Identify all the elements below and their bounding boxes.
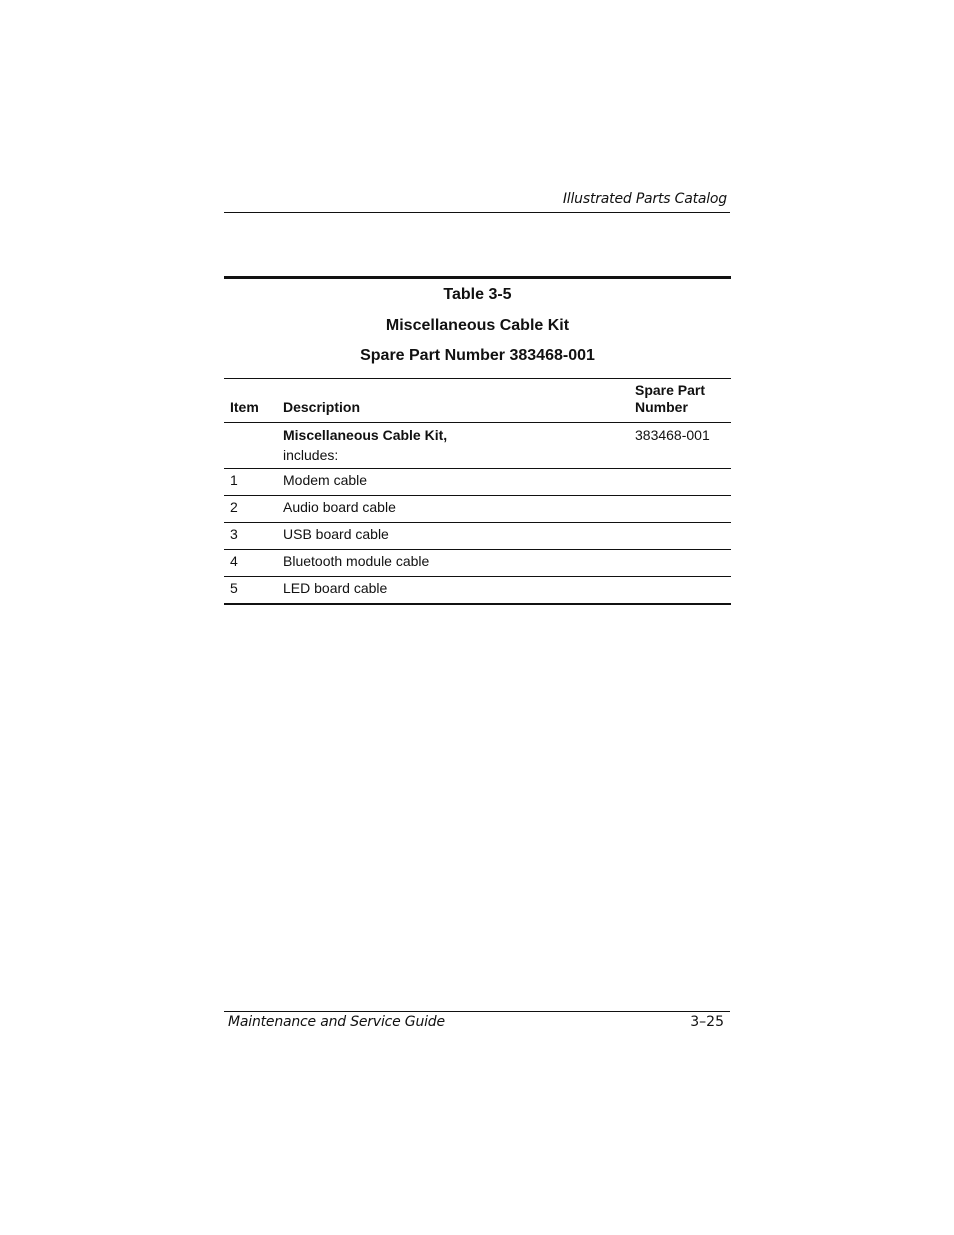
row-description: USB board cable bbox=[283, 526, 389, 542]
row-description: LED board cable bbox=[283, 580, 388, 596]
parts-table bbox=[224, 378, 731, 605]
table-title: Miscellaneous Cable Kit bbox=[385, 317, 570, 334]
kit-description-includes: includes: bbox=[283, 447, 339, 463]
footer-page-number: 3–25 bbox=[690, 1014, 724, 1030]
kit-description-name: Miscellaneous Cable Kit, bbox=[283, 427, 448, 443]
column-header-spare-part-line2: Number bbox=[635, 399, 688, 415]
row-description: Audio board cable bbox=[283, 499, 396, 515]
footer-rule bbox=[224, 1011, 730, 1012]
table-header-row bbox=[224, 378, 731, 422]
table-number: Table 3-5 bbox=[443, 286, 512, 303]
row-item: 2 bbox=[230, 499, 238, 515]
row-item: 5 bbox=[230, 580, 238, 596]
row-description: Bluetooth module cable bbox=[283, 553, 430, 569]
table-row bbox=[224, 495, 731, 522]
kit-description bbox=[283, 425, 447, 465]
kit-spare-part-number: 383468-001 bbox=[635, 427, 710, 443]
running-header: Illustrated Parts Catalog bbox=[562, 191, 727, 207]
column-header-spare-part-line1: Spare Part bbox=[635, 382, 706, 398]
column-header-item: Item bbox=[230, 399, 259, 415]
column-header-description: Description bbox=[283, 399, 361, 415]
table-subtitle: Spare Part Number 383468-001 bbox=[360, 347, 595, 364]
row-description: Modem cable bbox=[283, 472, 368, 488]
table-title-rule bbox=[224, 276, 731, 279]
row-item: 3 bbox=[230, 526, 238, 542]
row-item: 1 bbox=[230, 472, 238, 488]
row-item: 4 bbox=[230, 553, 238, 569]
header-rule bbox=[224, 212, 730, 213]
column-header-spare-part-number bbox=[635, 382, 705, 416]
table-row bbox=[224, 576, 731, 605]
table-row bbox=[224, 522, 731, 549]
table-row-kit bbox=[224, 422, 731, 468]
footer-guide-title: Maintenance and Service Guide bbox=[228, 1014, 445, 1030]
table-row bbox=[224, 549, 731, 576]
table-row bbox=[224, 468, 731, 495]
